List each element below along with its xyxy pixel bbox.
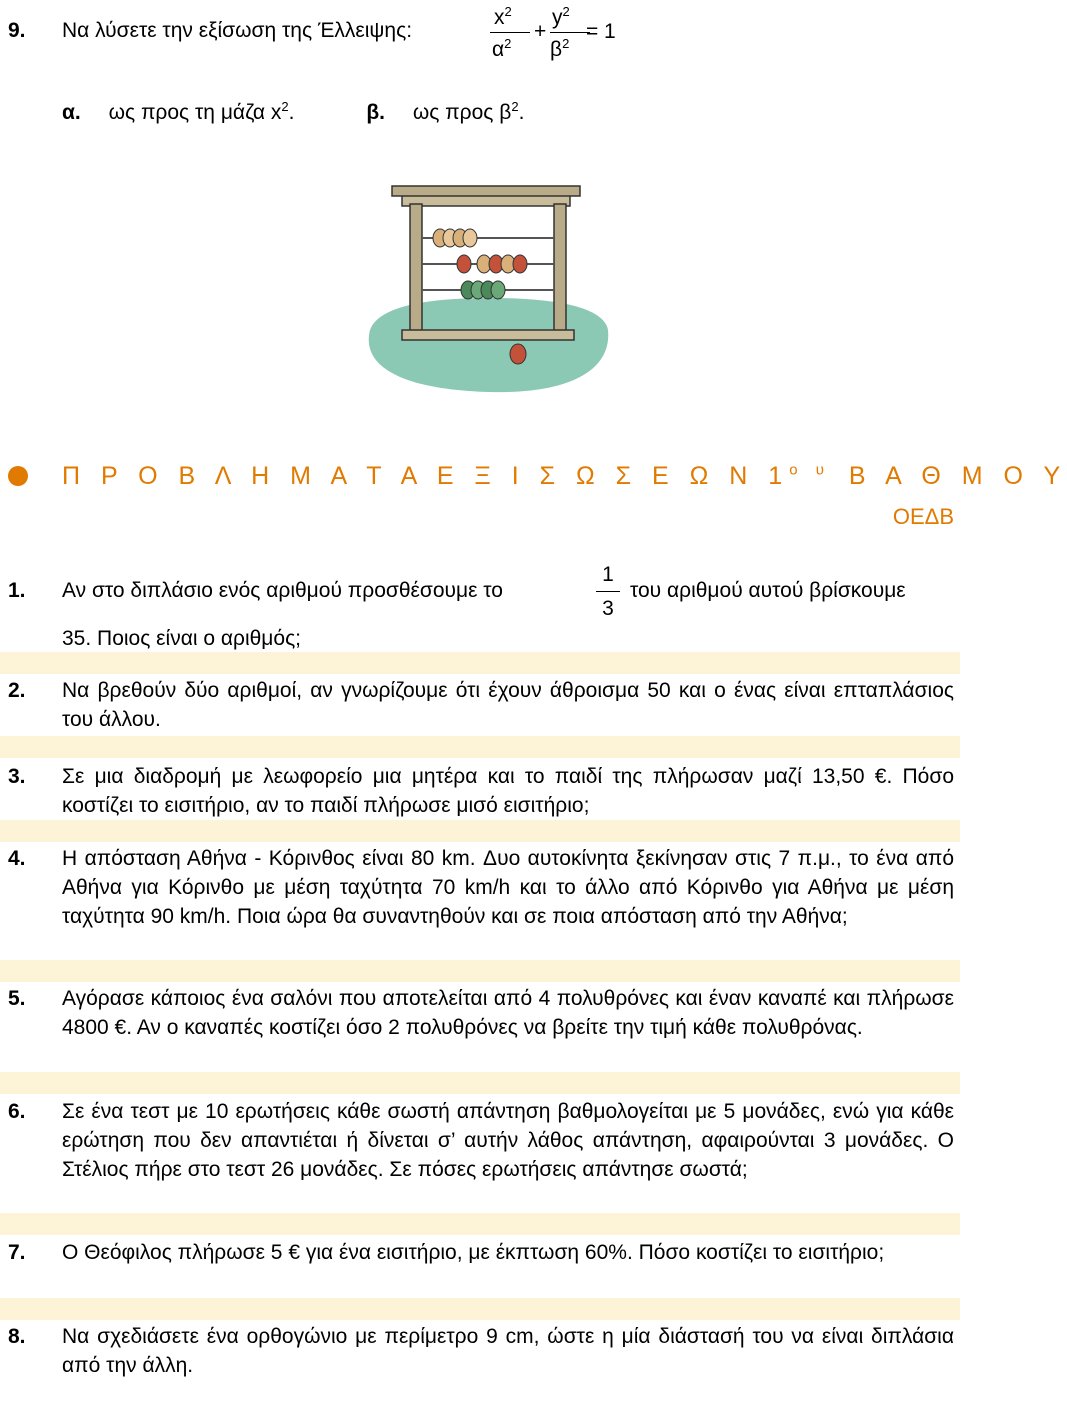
- eq-one: 1: [604, 20, 616, 43]
- eq-a: $\alpha^2$: [492, 36, 512, 61]
- p4-text: Η απόσταση Αθήνα - Κόρινθος είναι 80 km. Δυο αυτοκίνητα ξεκίνησαν στις 7 π.μ., το ένα από Αθήνα για Κόρινθο με μέση ταχύτητα 70 km/h και το άλλο από Κόρινθο για Αθήνα με μέση ταχύτητα 90 km/h. Ποια ώρα θα συναντηθούν και σε ποια απόσταση από την Αθήνα;: [62, 847, 954, 928]
- p8-number: 8.: [8, 1325, 26, 1348]
- p1-frac-den: 3: [602, 597, 614, 620]
- p8-text: Να σχεδιάσετε ένα ορθογώνιο με περίμετρο 9 cm, ώστε η μία διάστασή του να είναι διπλάσια από την άλλη.: [62, 1325, 954, 1377]
- p2-number: 2.: [8, 679, 26, 702]
- p7-number: 7.: [8, 1241, 26, 1264]
- heading-bullet-icon: [8, 466, 28, 486]
- fraction-bar-2: [550, 32, 590, 33]
- eq-b: $\beta^2$: [550, 36, 570, 61]
- fraction-bar-1: [490, 32, 530, 33]
- p5-number: 5.: [8, 987, 26, 1010]
- p1-frac-num: 1: [602, 563, 614, 586]
- fallen-bead: [510, 344, 526, 364]
- separator-band: [0, 960, 960, 982]
- eq-plus: +: [534, 20, 547, 43]
- p5-text: Αγόρασε κάποιος ένα σαλόνι που αποτελείται από 4 πολυθρόνες και έναν καναπέ και πλήρωσε 4800 €. Αν ο καναπές κοστίζει όσο 2 πολυθρόνες να βρείτε την τιμή κάθε πολυθρόνας.: [62, 987, 954, 1039]
- eq-y: $y^2$: [552, 4, 570, 29]
- abacus-illustration: [350, 180, 620, 400]
- source-tag: ΟΕΔΒ: [892, 504, 954, 529]
- ellipse-equation: [480, 0, 630, 70]
- q9-number: 9.: [8, 19, 26, 42]
- p1-text-c: 35. Ποιος είναι ο αριθμός;: [62, 627, 302, 650]
- separator-band: [0, 1213, 960, 1235]
- separator-band: [0, 652, 960, 674]
- part-b-text: ως προς β: [412, 101, 512, 124]
- q9-parts: α. ως προς τη μάζα $x^2$. β. ως προς $\beta^2$.: [62, 99, 525, 124]
- p3-text: Σε μια διαδρομή με λεωφορείο μια μητέρα και το παιδί της πλήρωσαν μαζί 13,50 €. Πόσο κοστίζει το εισιτήριο, αν το παιδί πλήρωσε μισό εισιτήριο;: [62, 765, 954, 817]
- separator-band: [0, 1072, 960, 1094]
- separator-band: [0, 1298, 960, 1320]
- p6-number: 6.: [8, 1100, 26, 1123]
- p6-text: Σε ένα τεστ με 10 ερωτήσεις κάθε σωστή απάντηση βαθμολογείται με 5 μονάδες, ενώ για κάθε ερώτηση που δεν απαντιέται ή δίνεται σ’ αυτήν λάθος απάντηση, αφαιρούνται 3 μονάδες. Ο Στέλιος πήρε στο τεστ 26 μονάδες. Σε πόσες ερωτήσεις απάντησε σωστά;: [62, 1100, 954, 1181]
- p1-number: 1.: [8, 579, 26, 602]
- section-heading: Π Ρ Ο Β Λ Η Μ Α Τ Α Ε Ξ Ι Σ Ω Σ Ε Ω Ν $1^{o \upsilon}$ Β Α Θ Μ Ο Υ: [62, 461, 1067, 490]
- abacus-base: [369, 298, 609, 392]
- p1-text-b: του αριθμού αυτού βρίσκουμε: [630, 579, 906, 602]
- part-b-label: β.: [366, 101, 385, 124]
- part-a-label: α.: [62, 101, 81, 124]
- p1-text-a: Αν στο διπλάσιο ενός αριθμού προσθέσουμε το: [62, 579, 503, 602]
- p7-text: Ο Θεόφιλος πλήρωσε 5 € για ένα εισιτήριο, με έκπτωση 60%. Πόσο κοστίζει το εισιτήριο;: [62, 1241, 885, 1264]
- p4-number: 4.: [8, 847, 26, 870]
- part-a-text: ως προς τη μάζα x: [108, 101, 282, 124]
- eq-equals: =: [586, 20, 599, 43]
- p1-frac-bar: [596, 591, 620, 592]
- separator-band: [0, 820, 960, 842]
- separator-band: [0, 736, 960, 758]
- p2-text: Να βρεθούν δύο αριθμοί, αν γνωρίζουμε ότι έχουν άθροισμα 50 και ο ένας είναι επταπλάσιος του άλλου.: [62, 679, 954, 731]
- q9-text: Να λύσετε την εξίσωση της Έλλειψης:: [62, 19, 413, 42]
- eq-x: $x^2$: [494, 4, 512, 29]
- p3-number: 3.: [8, 765, 26, 788]
